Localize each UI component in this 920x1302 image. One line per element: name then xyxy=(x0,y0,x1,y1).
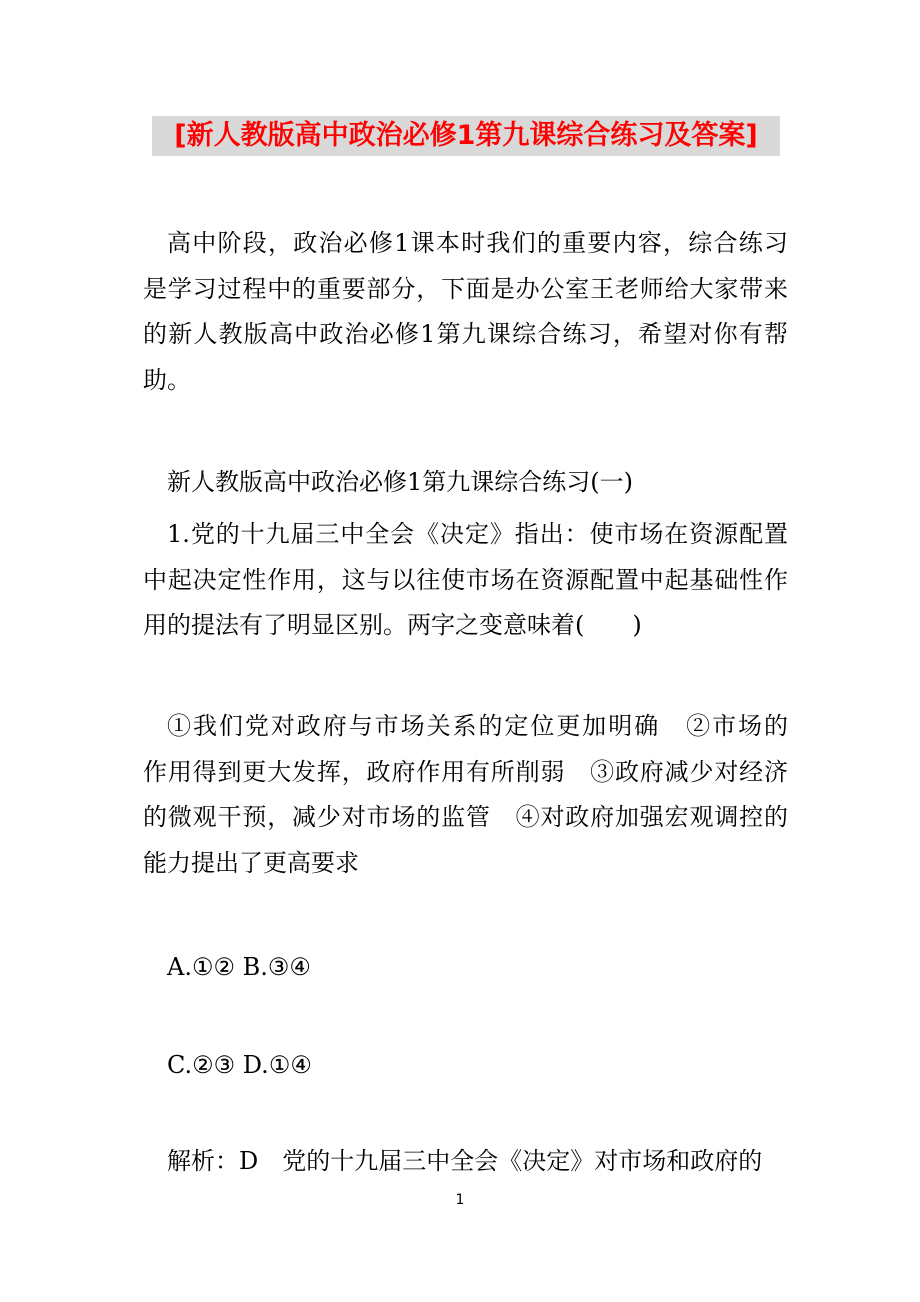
document-title: [新人教版高中政治必修1第九课综合练习及答案] xyxy=(174,120,758,151)
options-line: 作用得到更大发挥，政府作用有所削弱 ③政府减少对经济 xyxy=(143,757,788,786)
page-number: 1 xyxy=(455,1192,465,1208)
options-line: 的微观干预，减少对市场的监管 ④对政府加强宏观调控的 xyxy=(143,803,788,831)
intro-line: 助。 xyxy=(143,365,191,394)
title-highlight xyxy=(152,116,780,156)
intro-paragraph xyxy=(143,221,788,403)
section-heading: 新人教版高中政治必修1第九课综合练习(一) xyxy=(167,468,633,496)
options-paragraph xyxy=(143,704,788,886)
question-paragraph xyxy=(143,512,788,649)
analysis-line: 解析：D 党的十九届三中全会《决定》对市场和政府的 xyxy=(167,1147,763,1175)
intro-line: 是学习过程中的重要部分，下面是办公室王老师给大家带来 xyxy=(143,274,788,303)
question-line: 用的提法有了明显区别。两字之变意味着( ) xyxy=(143,611,642,639)
options-line: ①我们党对政府与市场关系的定位更加明确 ②市场的 xyxy=(167,712,788,740)
intro-line: 的新人教版高中政治必修1第九课综合练习，希望对你有帮 xyxy=(143,320,788,348)
question-line: 1.党的十九届三中全会《决定》指出：使市场在资源配置 xyxy=(167,520,788,548)
options-line: 能力提出了更高要求 xyxy=(143,848,359,877)
intro-line: 高中阶段，政治必修1课本时我们的重要内容，综合练习 xyxy=(167,229,788,257)
question-line: 中起决定性作用，这与以往使市场在资源配置中起基础性作 xyxy=(143,565,788,594)
choices-line-2: C.②③ D.①④ xyxy=(167,1051,312,1079)
choices-line-1: A.①② B.③④ xyxy=(167,953,311,981)
